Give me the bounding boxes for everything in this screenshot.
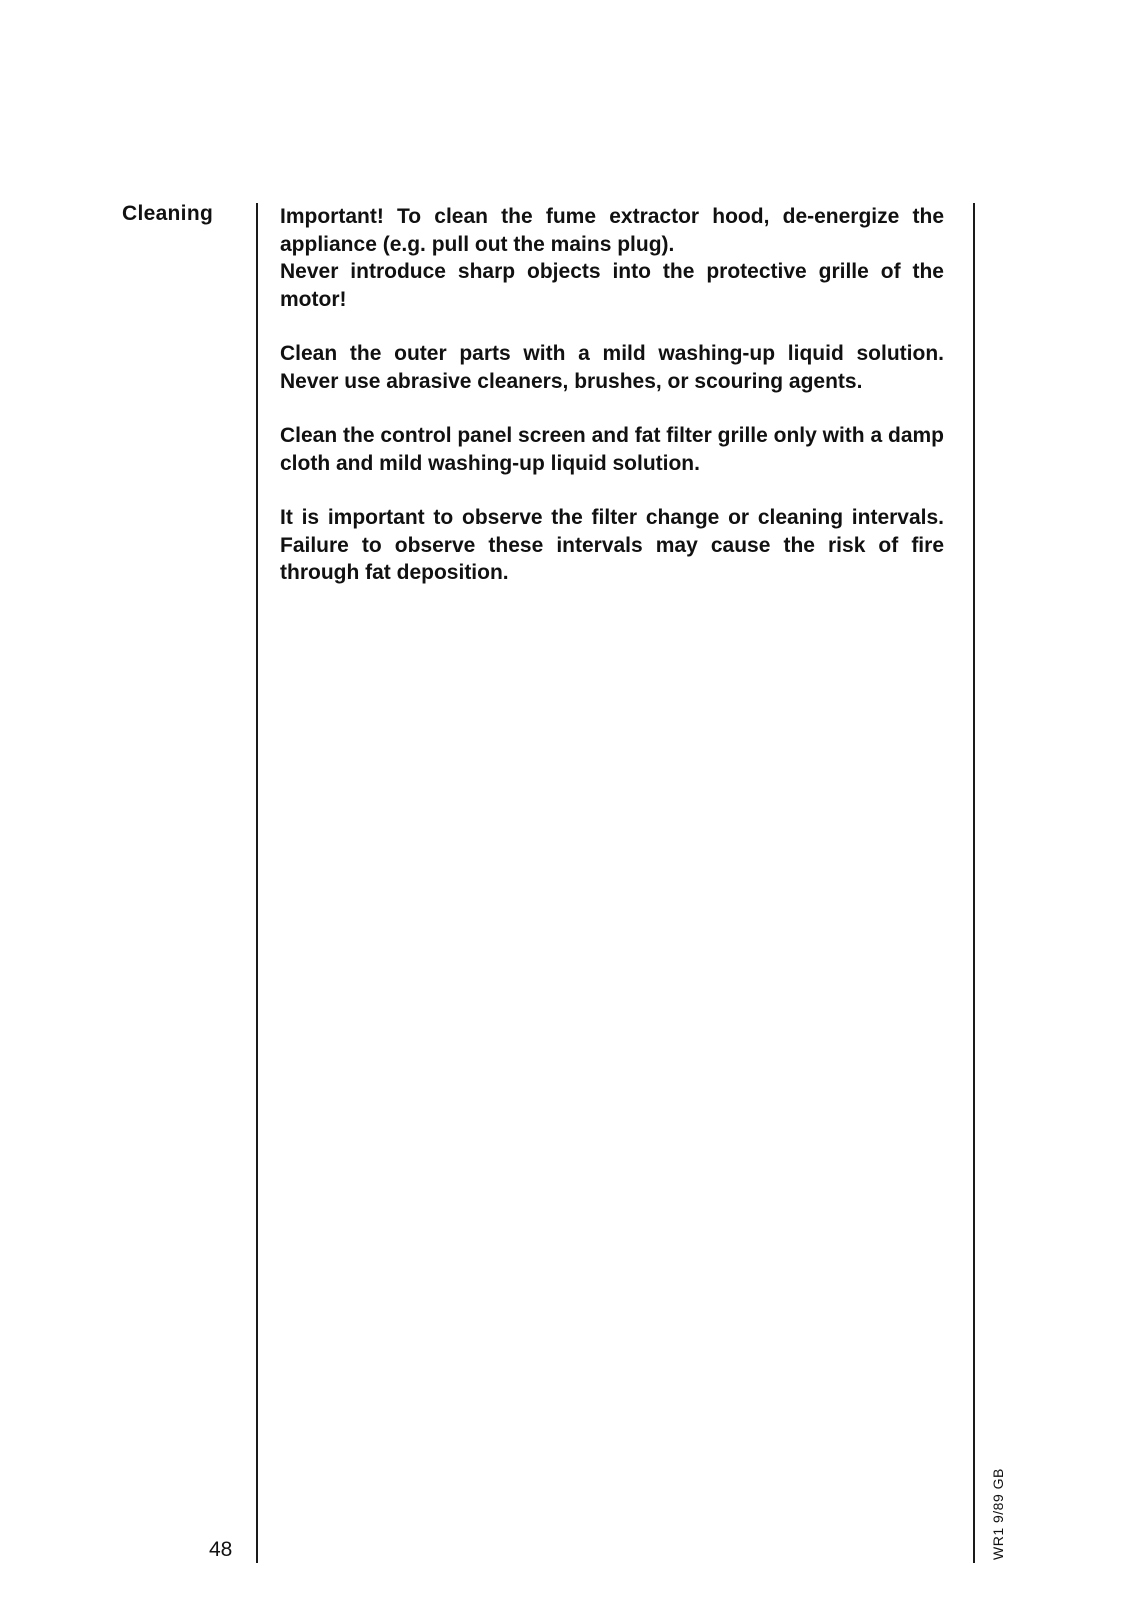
paragraph-de-energize: Important! To clean the fume extractor hood, de-energize the appliance (e.g. pull out the mains plug). <box>280 205 944 256</box>
paragraph-sharp-objects: Never introduce sharp objects into the protective grille of the motor! <box>280 260 944 311</box>
document-code: WR1 9/89 GB <box>990 1468 1006 1560</box>
paragraph-outer-parts: Clean the outer parts with a mild washing-up liquid solution. Never use abrasive cleaners, brushes, or scouring agents. <box>280 342 944 393</box>
paragraph-control-panel: Clean the control panel screen and fat filter grille only with a damp cloth and mild washing-up liquid solution. <box>280 424 944 475</box>
paragraph-filter-intervals: It is important to observe the filter change or cleaning intervals. Failure to observe these intervals may cause the risk of fire through fat deposition. <box>280 506 944 584</box>
left-column-rule <box>256 203 258 1563</box>
page-number: 48 <box>209 1538 233 1561</box>
cleaning-instructions <box>280 203 944 614</box>
section-heading: Cleaning <box>122 202 214 225</box>
right-column-rule <box>973 203 975 1563</box>
